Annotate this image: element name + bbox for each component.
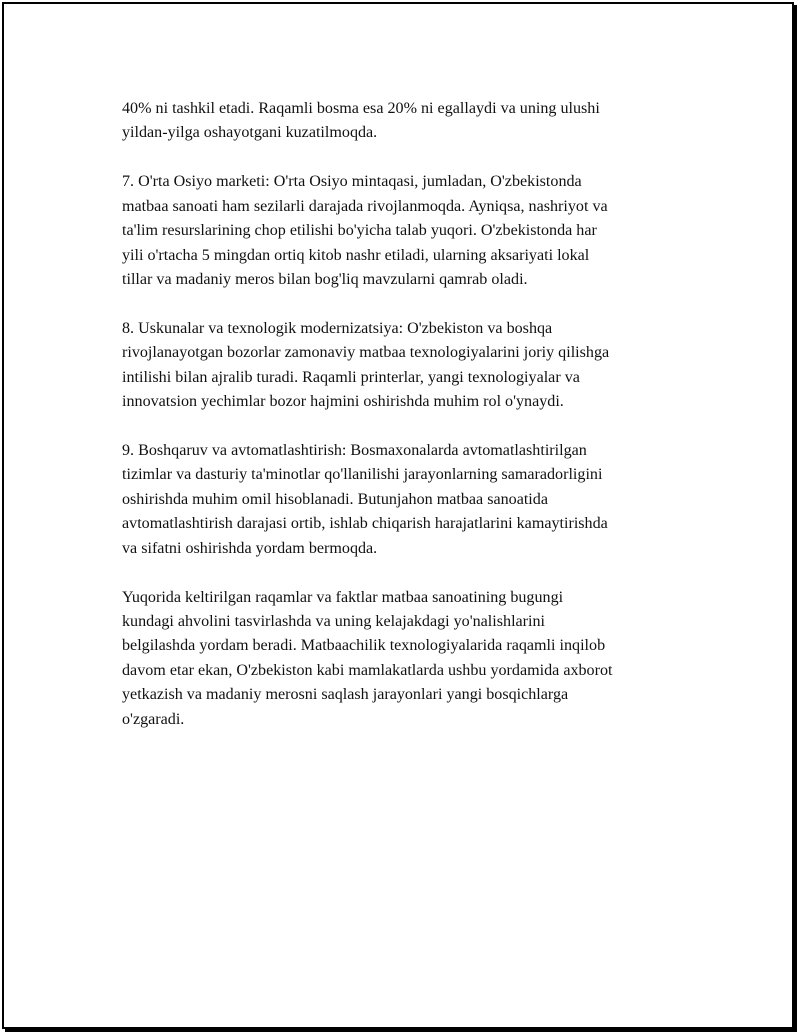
paragraph-conclusion — [122, 586, 702, 732]
text-line: kundagi ahvolini tasvirlashda va uning kelajakdagi yo'nalishlarini — [122, 612, 546, 630]
text-line: tillar va madaniy meros bilan bog'liq mavzularni qamrab oladi. — [122, 270, 528, 288]
text-line: yili o'rtacha 5 mingdan ortiq kitob nashr etiladi, ularning aksariyati lokal — [122, 246, 590, 264]
paragraph-equipment-modernization — [122, 317, 702, 415]
text-line: davom etar ekan, O'zbekiston kabi mamlakatlarda ushbu yordamida axborot — [122, 661, 613, 679]
text-line: avtomatlashtirish darajasi ortib, ishlab chiqarish harajatlarini kamaytirishda — [122, 515, 608, 533]
text-line: va sifatni oshirishda yordam bermoqda. — [122, 539, 378, 557]
text-line: o'zgaradi. — [122, 710, 185, 728]
text-line: ta'lim resurslarining chop etilishi bo'yicha talab yuqori. O'zbekistonda har — [122, 222, 597, 240]
text-line: yetkazish va madaniy merosni saqlash jarayonlari yangi bosqichlarga — [122, 686, 569, 704]
text-line: matbaa sanoati ham sezilarli darajada rivojlanmoqda. Ayniqsa, nashriyot va — [122, 197, 608, 215]
text-line: belgilashda yordam beradi. Matbaachilik texnologiyalarida raqamli inqilob — [122, 637, 606, 655]
text-line: tizimlar va dasturiy ta'minotlar qo'llanilishi jarayonlarning samaradorligini — [122, 466, 603, 484]
paragraph-central-asia-market — [122, 170, 702, 292]
text-line: yildan-yilga oshayotgani kuzatilmoqda. — [122, 124, 378, 142]
text-line: 7. O'rta Osiyo marketi: O'rta Osiyo mintaqasi, jumladan, O'zbekistonda — [122, 173, 582, 191]
text-line: oshirishda muhim omil hisoblanadi. Butunjahon matbaa sanoatida — [122, 490, 548, 508]
paragraph-continuation — [122, 97, 702, 146]
document-body — [122, 97, 702, 756]
text-line: Yuqorida keltirilgan raqamlar va faktlar matbaa sanoatining bugungi — [122, 588, 564, 606]
text-line: intilishi bilan ajralib turadi. Raqamli printerlar, yangi texnologiyalar va — [122, 368, 580, 386]
text-line: 40% ni tashkil etadi. Raqamli bosma esa 20% ni egallaydi va uning ulushi — [122, 100, 600, 117]
paragraph-management-automation — [122, 439, 702, 561]
document-page — [2, 2, 794, 1029]
text-line: innovatsion yechimlar bozor hajmini oshirishda muhim rol o'ynaydi. — [122, 393, 564, 411]
text-line: 9. Boshqaruv va avtomatlashtirish: Bosmaxonalarda avtomatlashtirilgan — [122, 441, 587, 459]
text-line: 8. Uskunalar va texnologik modernizatsiya: O'zbekiston va boshqa — [122, 319, 553, 337]
text-line: rivojlanayotgan bozorlar zamonaviy matbaa texnologiyalarini joriy qilishga — [122, 344, 610, 362]
